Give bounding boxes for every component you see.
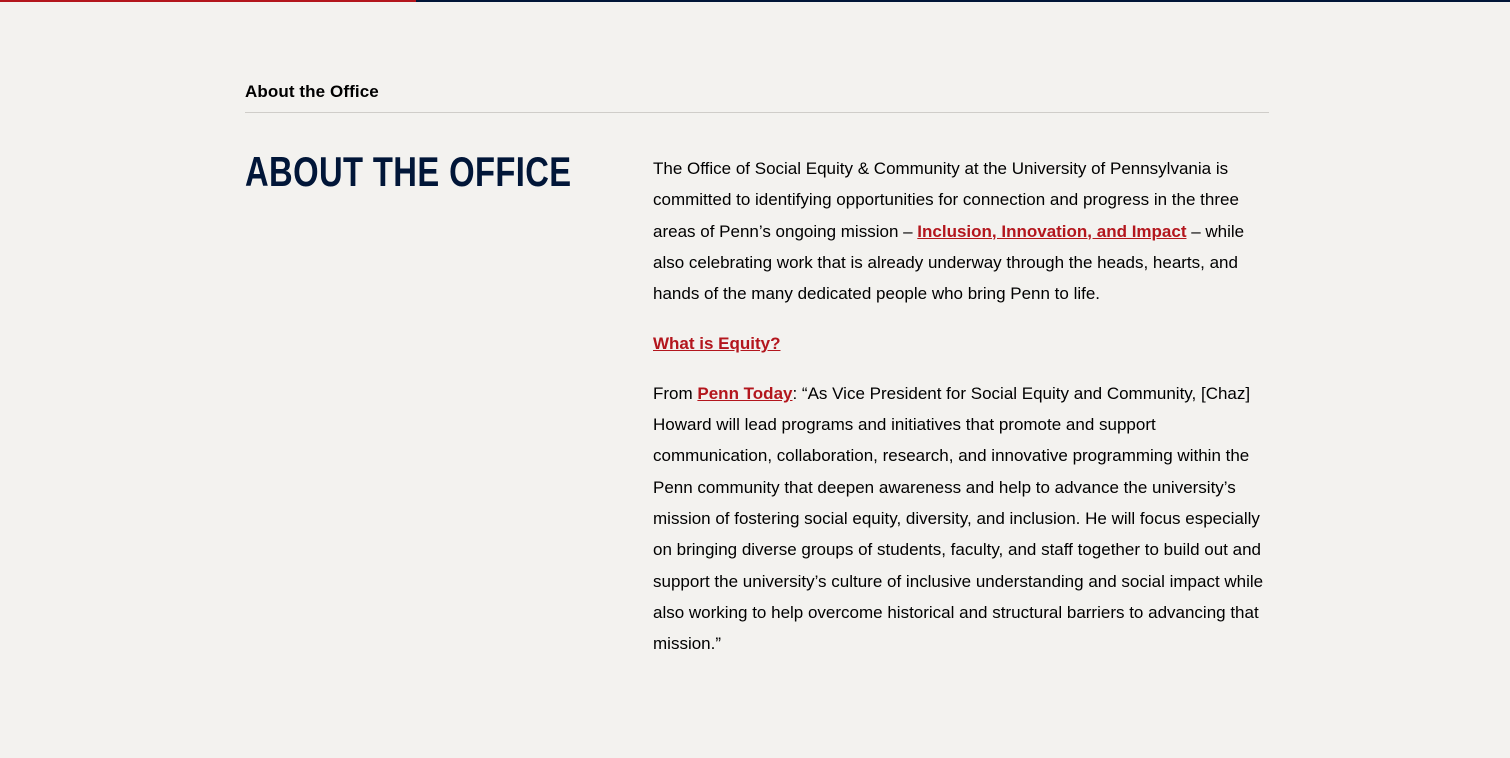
mission-link[interactable]: Inclusion, Innovation, and Impact [917, 221, 1187, 241]
quote-text-end: : “As Vice President for Social Equity and Community, [Chaz] Howard will lead programs and initiatives that promote and support communication, collaboration, research, and innovative programming within the Penn community that deepen awareness and help to advance the university’s mission of fostering social equity, diversity, and inclusion. He will focus especially on bringing diverse groups of students, faculty, and staff together to build out and support the university’s culture of inclusive understanding and social impact while also working to help overcome historical and structural barriers to advancing that mission.” [653, 383, 1264, 654]
equity-paragraph [653, 328, 1269, 359]
penn-today-link[interactable]: Penn Today [697, 383, 793, 403]
intro-text-start: The Office of Social Equity & Community at the University of Pennsylvania is committed to identifying opportunities for connection and progress in the three areas of Penn’s ongoing mission – [653, 159, 1239, 241]
breadcrumb-divider [245, 112, 1269, 113]
main-content [653, 153, 1269, 678]
top-accent-navy-segment [416, 0, 1510, 2]
top-accent-bar [0, 0, 1510, 2]
page-title: ABOUT THE OFFICE [245, 148, 572, 195]
top-accent-red-segment [0, 0, 416, 2]
intro-paragraph [653, 153, 1269, 309]
what-is-equity-link[interactable]: What is Equity? [653, 333, 781, 353]
quote-paragraph [653, 378, 1269, 660]
breadcrumb: About the Office [245, 82, 379, 101]
intro-text-end: – while also celebrating work that is already underway through the heads, hearts, and hands of the many dedicated people who bring Penn to life. [653, 221, 1245, 304]
quote-text-start: From [653, 383, 698, 403]
